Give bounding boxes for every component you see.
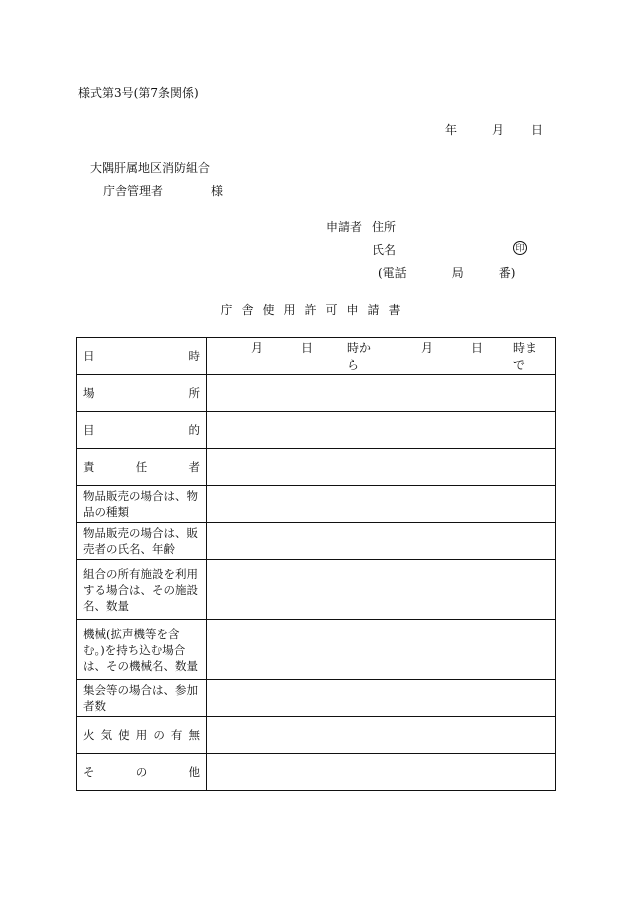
field-value[interactable] <box>207 449 556 486</box>
label-char: 有 <box>170 728 183 742</box>
table-row <box>77 486 556 523</box>
label-char: 使 <box>118 728 130 742</box>
field-label <box>77 680 207 717</box>
field-label-text: 集会等の場合は、参加者数 <box>83 683 198 713</box>
recipient-honorific: 様 <box>211 184 224 198</box>
month-label: 月 <box>492 123 505 137</box>
field-label <box>77 560 207 620</box>
field-label-text <box>83 459 200 475</box>
phone-exchange: 局 <box>451 266 464 280</box>
field-label <box>77 338 207 375</box>
table-row <box>77 449 556 486</box>
field-label-text <box>83 422 200 438</box>
recipient-organization: 大隅肝属地区消防組合 <box>90 161 211 175</box>
table-row <box>77 717 556 754</box>
table-row <box>77 754 556 791</box>
label-char: の <box>153 728 165 742</box>
from-month-label: 月 <box>251 341 264 355</box>
table-row <box>77 680 556 717</box>
field-label <box>77 754 207 791</box>
field-label-text <box>83 348 200 364</box>
field-label <box>77 449 207 486</box>
field-label-text: 物品販売の場合は、物品の種類 <box>83 489 198 519</box>
table-row <box>77 375 556 412</box>
label-char: の <box>135 765 148 779</box>
from-day-label: 日 <box>301 341 314 355</box>
label-char: 的 <box>188 423 200 437</box>
field-value[interactable] <box>207 560 556 620</box>
field-label-text: 物品販売の場合は、販売者の氏名、年齢 <box>83 526 198 556</box>
field-label-text: 組合の所有施設を利用する場合は、その施設名、数量 <box>83 566 198 613</box>
from-suffix-label: 時から <box>347 341 372 372</box>
address-label: 住所 <box>372 220 397 234</box>
table-row <box>77 560 556 620</box>
phone-line <box>378 266 515 280</box>
to-day-label: 日 <box>471 341 484 355</box>
label-char: 無 <box>188 728 200 742</box>
field-label <box>77 523 207 560</box>
table-row <box>77 412 556 449</box>
label-char: 火 <box>83 728 95 742</box>
document-title: 庁舎使用許可申請書 <box>220 303 410 317</box>
label-char: 場 <box>83 386 95 400</box>
field-value[interactable] <box>207 338 556 375</box>
name-label: 氏名 <box>372 243 397 257</box>
field-value[interactable] <box>207 412 556 449</box>
label-char: そ <box>83 765 95 779</box>
datetime-range <box>213 339 549 373</box>
field-label <box>77 375 207 412</box>
label-char: 者 <box>188 460 200 474</box>
form-number: 様式第3号(第7条関係) <box>78 86 199 100</box>
field-value[interactable] <box>207 486 556 523</box>
field-label-text <box>83 764 200 780</box>
phone-open: (電話 <box>378 266 407 280</box>
table-row <box>77 338 556 375</box>
label-char: 所 <box>188 386 200 400</box>
field-label-text <box>83 385 200 401</box>
field-label <box>77 620 207 680</box>
field-value[interactable] <box>207 375 556 412</box>
table-row <box>77 620 556 680</box>
label-char: 用 <box>135 728 148 742</box>
field-label <box>77 412 207 449</box>
label-char: 責 <box>83 460 95 474</box>
to-month-label: 月 <box>421 341 434 355</box>
field-value[interactable] <box>207 620 556 680</box>
date-line <box>445 123 543 137</box>
phone-close: 番) <box>498 266 516 280</box>
seal-mark: 印 <box>513 241 527 255</box>
label-char: 他 <box>188 765 200 779</box>
applicant-label: 申請者 <box>326 220 363 234</box>
field-label <box>77 717 207 754</box>
field-label-text <box>83 727 200 743</box>
label-char: 気 <box>100 728 113 742</box>
recipient-role <box>103 184 223 198</box>
field-label <box>77 486 207 523</box>
field-value[interactable] <box>207 680 556 717</box>
field-value[interactable] <box>207 717 556 754</box>
recipient-role-label: 庁舎管理者 <box>103 184 164 198</box>
field-value[interactable] <box>207 754 556 791</box>
field-label-text: 機械(拡声機等を含む。)を持ち込む場合は、その機械名、数量 <box>83 626 198 673</box>
label-char: 目 <box>83 423 95 437</box>
year-label: 年 <box>445 123 458 137</box>
label-char: 時 <box>188 349 200 363</box>
label-char: 日 <box>83 349 95 363</box>
table-row <box>77 523 556 560</box>
day-label: 日 <box>531 123 544 137</box>
to-suffix-label: 時まで <box>513 341 538 372</box>
field-value[interactable] <box>207 523 556 560</box>
label-char: 任 <box>135 460 148 474</box>
application-table <box>76 337 556 791</box>
